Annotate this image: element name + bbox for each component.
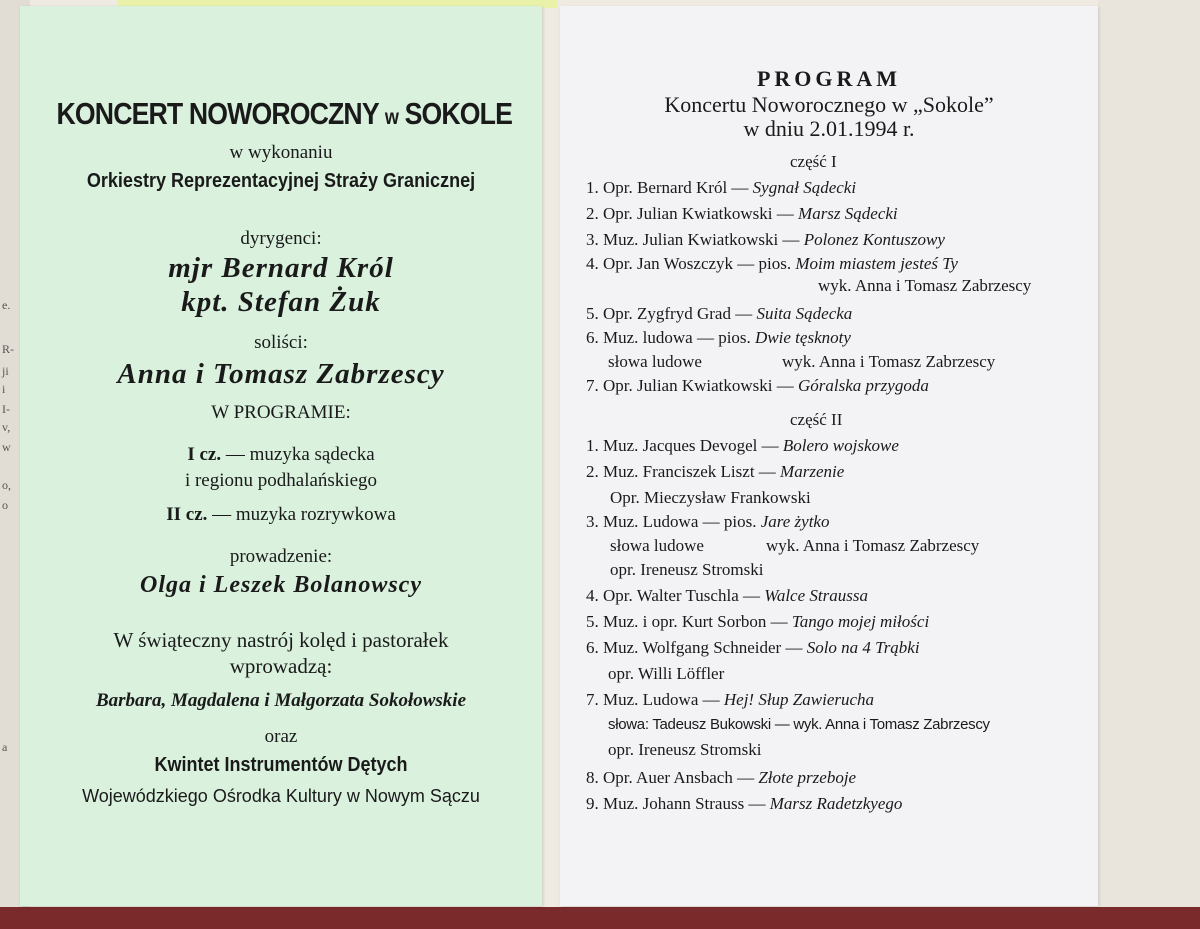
item-credit: Muz. Franciszek Liszt — [603,462,776,481]
item-sub: słowa ludowe [608,352,702,371]
item-number: 6. [586,638,599,657]
program-title: PROGRAM [756,66,902,91]
and-text: oraz [264,726,298,747]
item-credit: Opr. Walter Tuschla — [603,586,760,605]
carol-singers: Barbara, Magdalena i Małgorzata Sokołowskie [95,690,467,711]
item-title: Tango mojej miłości [791,612,930,631]
program-item [586,794,902,814]
conductor-2: kpt. Stefan Żuk [181,286,381,318]
item-sub: wyk. Anna i Tomasz Zabrzescy [782,352,996,371]
item-sub: wyk. Anna i Tomasz Zabrzescy [818,276,1032,295]
edge-fragment: v, [2,420,11,434]
program-item [586,204,898,224]
edge-fragment: R- [2,342,14,356]
item-credit: Muz. ludowa — pios. [603,328,751,347]
table-edge [0,907,1200,929]
hosts-names: Olga i Leszek Bolanowscy [140,572,422,598]
item-credit: Opr. Bernard Król — [603,178,749,197]
item-sub: opr. Ireneusz Stromski [608,740,762,759]
item-credit: Muz. i opr. Kurt Sorbon — [603,612,788,631]
title-w: w [384,106,399,129]
edge-fragment: o [2,498,8,512]
item-title: Polonez Kontuszowy [803,230,945,249]
item-title: Walce Straussa [764,586,868,605]
item-credit: Muz. Jacques Devogel — [603,436,779,455]
item-credit: Opr. Zygfryd Grad — [603,304,753,323]
edge-fragment: a [2,740,8,754]
part1-prefix: I cz. [187,444,222,465]
orchestra-name: Orkiestry Reprezentacyjnej Straży Granicznej [86,170,476,192]
item-credit: Muz. Ludowa — [603,690,720,709]
item-title: Moim miastem jesteś Ty [795,254,958,273]
item-credit: Opr. Jan Woszczyk — pios. [603,254,792,273]
item-number: 4. [586,586,599,605]
soloists-label: soliści: [254,332,308,353]
programme-label: W PROGRAMIE: [211,402,351,423]
item-title: Marsz Sądecki [798,204,898,223]
part1-line2: i regionu podhalańskiego [184,470,378,491]
part2-prefix: II cz. [166,504,208,525]
program-item [586,512,829,532]
item-title: Marzenie [780,462,845,481]
item-number: 3. [586,230,599,249]
item-title: Suita Sądecka [756,304,853,323]
item-number: 4. [586,254,599,273]
program-item [586,638,920,658]
part2-rest: — muzyka rozrywkowa [212,504,396,525]
item-credit: Muz. Wolfgang Schneider — [603,638,803,657]
item-number: 5. [586,612,599,631]
program-item [586,436,899,456]
item-sub: opr. Ireneusz Stromski [610,560,764,579]
program-item [586,690,874,710]
item-title: Sygnał Sądecki [752,178,857,197]
item-title: Złote przeboje [758,768,857,787]
conductor-1: mjr Bernard Król [168,252,394,284]
item-number: 2. [586,462,599,481]
program-item [586,304,852,324]
program-item [586,254,958,274]
part2-label: część II [790,410,843,429]
carols-line1: W świąteczny nastrój kolęd i pastorałek [113,628,449,652]
program-item [586,178,856,198]
item-sub: Opr. Mieczysław Frankowski [610,488,811,507]
item-number: 7. [586,690,599,709]
programme-sheet [560,6,1098,906]
program-item [586,462,844,482]
program-item [586,612,929,632]
edge-fragment: e. [2,298,11,312]
item-number: 3. [586,512,599,531]
item-credit: Muz. Johann Strauss — [603,794,766,813]
soloists-names: Anna i Tomasz Zabrzescy [117,358,445,390]
edge-fragment: w [2,440,11,454]
item-number: 7. [586,376,599,395]
item-title: Bolero wojskowe [782,436,899,455]
item-credit: Muz. Julian Kwiatkowski — [603,230,800,249]
item-number: 8. [586,768,599,787]
title-end: SOKOLE [404,96,512,131]
item-title: Jare żytko [760,512,830,531]
edge-fragment: I- [2,402,10,416]
conductors-label: dyrygenci: [240,228,322,249]
program-item [586,586,868,606]
background-right-paper [1098,0,1200,907]
item-sub: słowa: Tadeusz Bukowski — wyk. Anna i Tomasz Zabrzescy [608,716,990,733]
item-number: 1. [586,178,599,197]
program-item [586,768,856,788]
institution-name: Wojewódzkiego Ośrodka Kultury w Nowym Sączu [82,786,480,806]
hosts-label: prowadzenie: [229,546,333,567]
program-item [586,376,929,396]
carols-line2: wprowadzą: [229,654,333,678]
item-title: Hej! Słup Zawierucha [723,690,875,709]
program-item [586,328,851,348]
program-subtitle-2: w dniu 2.01.1994 r. [743,116,915,141]
part1-rest: — muzyka sądecka [225,444,375,465]
item-sub: wyk. Anna i Tomasz Zabrzescy [766,536,980,555]
program-item [586,230,945,250]
item-credit: Opr. Julian Kwiatkowski — [603,204,794,223]
item-sub: słowa ludowe [610,536,704,555]
part1-label: część I [790,152,837,171]
program-subtitle-1: Koncertu Noworocznego w „Sokole” [664,92,994,117]
item-credit: Muz. Ludowa — pios. [603,512,757,531]
item-title: Marsz Radetzkyego [769,794,903,813]
item-number: 9. [586,794,599,813]
edge-fragment: ji [2,364,9,378]
part2-line [20,504,542,526]
edge-fragment: i [2,382,6,396]
item-sub: opr. Willi Löffler [608,664,725,683]
item-number: 5. [586,304,599,323]
item-number: 6. [586,328,599,347]
item-title: Góralska przygoda [798,376,929,395]
in-performance-text: w wykonaniu [229,142,333,163]
item-credit: Opr. Julian Kwiatkowski — [603,376,794,395]
quintet-name: Kwintet Instrumentów Dętych [154,754,408,776]
item-credit: Opr. Auer Ansbach — [603,768,755,787]
edge-fragment: o, [2,478,11,492]
item-title: Solo na 4 Trąbki [806,638,920,657]
title-main: KONCERT NOWOROCZNY [56,96,379,131]
flyer-title [56,96,512,132]
concert-flyer [20,6,542,906]
item-number: 2. [586,204,599,223]
item-number: 1. [586,436,599,455]
item-title: Dwie tęsknoty [755,328,851,347]
part1-line1 [20,444,542,466]
